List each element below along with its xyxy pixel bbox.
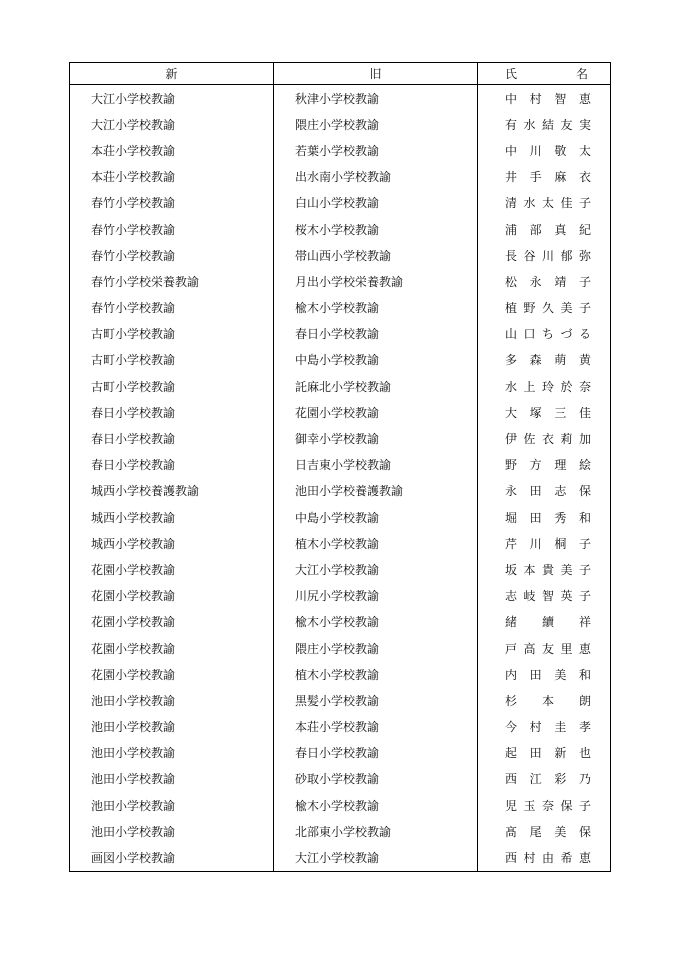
cell-old-position: 黒髪小学校教諭 xyxy=(274,687,478,713)
name-char: 浦 xyxy=(505,222,518,237)
table-body xyxy=(70,85,611,872)
cell-new-position: 池田小学校教諭 xyxy=(70,714,274,740)
name-char: 新 xyxy=(554,746,567,761)
cell-new-position: 池田小学校教諭 xyxy=(70,740,274,766)
table-row xyxy=(70,504,611,530)
name-char: 田 xyxy=(529,484,542,499)
name-char: 尾 xyxy=(529,824,542,839)
cell-old-position: 秋津小学校教諭 xyxy=(274,85,478,112)
name-char: 美 xyxy=(560,301,573,316)
cell-new-position: 大江小学校教諭 xyxy=(70,111,274,137)
table-row xyxy=(70,452,611,478)
cell-person-name xyxy=(478,373,611,399)
cell-old-position: 桜木小学校教諭 xyxy=(274,216,478,242)
table-row xyxy=(70,373,611,399)
cell-new-position: 古町小学校教諭 xyxy=(70,373,274,399)
name-char: る xyxy=(578,327,591,342)
cell-old-position: 春日小学校教諭 xyxy=(274,740,478,766)
person-name-text xyxy=(505,378,591,395)
name-char: 清 xyxy=(505,196,518,211)
name-char: 戸 xyxy=(505,641,518,656)
name-char: 髙 xyxy=(505,824,518,839)
person-name-text xyxy=(505,797,591,814)
table-row xyxy=(70,687,611,713)
name-char: 智 xyxy=(554,91,567,106)
name-char: 川 xyxy=(529,143,542,158)
cell-new-position: 春竹小学校教諭 xyxy=(70,190,274,216)
name-char: 中 xyxy=(505,143,518,158)
person-name-text xyxy=(505,90,591,107)
cell-new-position: 春日小学校教諭 xyxy=(70,399,274,425)
name-char: 續 xyxy=(541,615,554,630)
cell-person-name xyxy=(478,661,611,687)
person-name-text xyxy=(505,561,591,578)
name-char: 井 xyxy=(505,170,518,185)
cell-person-name xyxy=(478,85,611,112)
name-char: 郁 xyxy=(560,248,573,263)
table-row xyxy=(70,295,611,321)
name-char: 子 xyxy=(578,274,591,289)
cell-old-position: 帯山西小学校教諭 xyxy=(274,242,478,268)
name-char: 部 xyxy=(529,222,542,237)
cell-new-position: 池田小学校教諭 xyxy=(70,792,274,818)
name-char: 口 xyxy=(523,327,536,342)
name-char: 孝 xyxy=(578,720,591,735)
cell-person-name xyxy=(478,635,611,661)
name-char: 方 xyxy=(529,458,542,473)
name-char: 也 xyxy=(578,746,591,761)
header-name-second: 名 xyxy=(575,67,588,81)
table-row xyxy=(70,661,611,687)
table-row xyxy=(70,818,611,844)
name-char: 水 xyxy=(523,117,536,132)
name-char: 祥 xyxy=(578,615,591,630)
name-char: 恵 xyxy=(578,91,591,106)
table-row xyxy=(70,609,611,635)
name-char: づ xyxy=(560,327,573,342)
table-row xyxy=(70,216,611,242)
cell-new-position: 春竹小学校栄養教諭 xyxy=(70,268,274,294)
name-char: 太 xyxy=(541,196,554,211)
cell-person-name xyxy=(478,321,611,347)
name-char: 村 xyxy=(529,720,542,735)
name-char: 美 xyxy=(560,562,573,577)
table-row xyxy=(70,530,611,556)
name-char: 衣 xyxy=(578,170,591,185)
person-name-text xyxy=(505,744,591,761)
table-row xyxy=(70,844,611,871)
name-char: 村 xyxy=(523,851,536,866)
name-char: 永 xyxy=(505,484,518,499)
person-name-text xyxy=(505,535,591,552)
cell-person-name xyxy=(478,425,611,451)
name-char: 伊 xyxy=(505,432,518,447)
cell-old-position: 若葉小学校教諭 xyxy=(274,137,478,163)
name-char: 子 xyxy=(578,562,591,577)
cell-old-position: 楡木小学校教諭 xyxy=(274,792,478,818)
name-char: 真 xyxy=(554,222,567,237)
person-name-text xyxy=(505,640,591,657)
cell-old-position: 楡木小学校教諭 xyxy=(274,295,478,321)
name-char: 玲 xyxy=(541,379,554,394)
table-row xyxy=(70,242,611,268)
name-char: 英 xyxy=(560,589,573,604)
name-char: 川 xyxy=(541,248,554,263)
name-char: 子 xyxy=(578,301,591,316)
name-char: 児 xyxy=(505,798,518,813)
name-char: 村 xyxy=(529,91,542,106)
name-char: 子 xyxy=(578,589,591,604)
cell-old-position: 池田小学校養護教諭 xyxy=(274,478,478,504)
cell-old-position: 隈庄小学校教諭 xyxy=(274,635,478,661)
cell-new-position: 城西小学校教諭 xyxy=(70,530,274,556)
name-char: 理 xyxy=(554,458,567,473)
cell-new-position: 本荘小学校教諭 xyxy=(70,164,274,190)
name-char: 保 xyxy=(560,798,573,813)
table-row xyxy=(70,85,611,112)
cell-person-name xyxy=(478,347,611,373)
name-char: 衣 xyxy=(541,432,554,447)
name-char: 起 xyxy=(505,746,518,761)
name-char: 西 xyxy=(505,851,518,866)
cell-person-name xyxy=(478,137,611,163)
cell-new-position: 春日小学校教諭 xyxy=(70,425,274,451)
name-char: 坂 xyxy=(505,562,518,577)
name-char: 希 xyxy=(560,851,573,866)
cell-old-position: 植木小学校教諭 xyxy=(274,530,478,556)
cell-old-position: 砂取小学校教諭 xyxy=(274,766,478,792)
cell-old-position: 中島小学校教諭 xyxy=(274,347,478,373)
table-row xyxy=(70,635,611,661)
name-char: 彩 xyxy=(554,772,567,787)
name-char: 山 xyxy=(505,327,518,342)
name-char: 水 xyxy=(505,379,518,394)
personnel-table-sheet xyxy=(69,62,610,872)
table-row xyxy=(70,766,611,792)
cell-old-position: 本荘小学校教諭 xyxy=(274,714,478,740)
person-name-text xyxy=(505,116,591,133)
name-char: 本 xyxy=(523,562,536,577)
name-char: 田 xyxy=(529,667,542,682)
name-char: 桐 xyxy=(554,536,567,551)
name-char: 森 xyxy=(529,353,542,368)
name-char: 佳 xyxy=(578,405,591,420)
name-char: 三 xyxy=(554,405,567,420)
person-name-text xyxy=(505,456,591,473)
name-char: 子 xyxy=(578,536,591,551)
cell-old-position: 託麻北小学校教諭 xyxy=(274,373,478,399)
name-char: 岐 xyxy=(523,589,536,604)
name-char: 佐 xyxy=(523,432,536,447)
name-char: 貴 xyxy=(541,562,554,577)
cell-person-name xyxy=(478,478,611,504)
cell-person-name xyxy=(478,242,611,268)
name-char: 高 xyxy=(523,641,536,656)
header-old: 旧 xyxy=(274,63,478,85)
cell-new-position: 花園小学校教諭 xyxy=(70,556,274,582)
cell-new-position: 古町小学校教諭 xyxy=(70,347,274,373)
person-name-text xyxy=(505,613,591,630)
person-name-text xyxy=(505,666,591,683)
cell-old-position: 白山小学校教諭 xyxy=(274,190,478,216)
name-char: 江 xyxy=(529,772,542,787)
table-row xyxy=(70,164,611,190)
table-header-row xyxy=(70,63,611,85)
name-char: 由 xyxy=(541,851,554,866)
table-row xyxy=(70,425,611,451)
person-name-text xyxy=(505,823,591,840)
table-row xyxy=(70,190,611,216)
name-char: 多 xyxy=(505,353,518,368)
name-char: 長 xyxy=(505,248,518,263)
cell-old-position: 楡木小学校教諭 xyxy=(274,609,478,635)
name-char: 手 xyxy=(529,170,542,185)
cell-new-position: 春日小学校教諭 xyxy=(70,452,274,478)
table-row xyxy=(70,792,611,818)
name-char: 紀 xyxy=(578,222,591,237)
person-name-text xyxy=(505,482,591,499)
cell-person-name xyxy=(478,268,611,294)
cell-person-name xyxy=(478,609,611,635)
name-char: 本 xyxy=(541,693,554,708)
cell-new-position: 花園小学校教諭 xyxy=(70,661,274,687)
cell-person-name xyxy=(478,111,611,137)
cell-person-name xyxy=(478,530,611,556)
cell-new-position: 春竹小学校教諭 xyxy=(70,216,274,242)
person-name-text xyxy=(505,325,591,342)
name-char: 友 xyxy=(560,117,573,132)
cell-person-name xyxy=(478,766,611,792)
name-char: 於 xyxy=(560,379,573,394)
table-row xyxy=(70,399,611,425)
name-char: 加 xyxy=(578,432,591,447)
name-char: 敬 xyxy=(554,143,567,158)
name-char: 志 xyxy=(505,589,518,604)
cell-old-position: 大江小学校教諭 xyxy=(274,556,478,582)
name-char: 智 xyxy=(541,589,554,604)
cell-person-name xyxy=(478,504,611,530)
name-char: 緒 xyxy=(505,615,518,630)
name-char: 靖 xyxy=(554,274,567,289)
cell-old-position: 日吉東小学校教諭 xyxy=(274,452,478,478)
cell-person-name xyxy=(478,452,611,478)
table-row xyxy=(70,137,611,163)
header-name-first: 氏 xyxy=(505,67,518,81)
name-char: 上 xyxy=(523,379,536,394)
name-char: 内 xyxy=(505,667,518,682)
cell-old-position: 植木小学校教諭 xyxy=(274,661,478,687)
cell-new-position: 春竹小学校教諭 xyxy=(70,295,274,321)
name-char: 有 xyxy=(505,117,518,132)
table-row xyxy=(70,111,611,137)
name-char: 和 xyxy=(578,510,591,525)
person-name-text xyxy=(505,404,591,421)
cell-new-position: 池田小学校教諭 xyxy=(70,687,274,713)
name-char: 中 xyxy=(505,91,518,106)
cell-old-position: 御幸小学校教諭 xyxy=(274,425,478,451)
cell-new-position: 城西小学校養護教諭 xyxy=(70,478,274,504)
name-char: 和 xyxy=(578,667,591,682)
cell-old-position: 月出小学校栄養教諭 xyxy=(274,268,478,294)
name-char: 圭 xyxy=(554,720,567,735)
person-name-text xyxy=(505,351,591,368)
cell-person-name xyxy=(478,818,611,844)
name-char: 玉 xyxy=(523,798,536,813)
cell-new-position: 古町小学校教諭 xyxy=(70,321,274,347)
name-char: 田 xyxy=(529,510,542,525)
name-char: 今 xyxy=(505,720,518,735)
cell-new-position: 大江小学校教諭 xyxy=(70,85,274,112)
person-name-text xyxy=(505,273,591,290)
cell-person-name xyxy=(478,216,611,242)
person-name-text xyxy=(505,849,591,866)
name-char: 大 xyxy=(505,405,518,420)
name-char: 芹 xyxy=(505,536,518,551)
table-row xyxy=(70,740,611,766)
cell-old-position: 川尻小学校教諭 xyxy=(274,583,478,609)
cell-new-position: 花園小学校教諭 xyxy=(70,635,274,661)
name-char: 萌 xyxy=(554,353,567,368)
name-char: 西 xyxy=(505,772,518,787)
cell-person-name xyxy=(478,190,611,216)
person-name-text xyxy=(505,168,591,185)
name-char: 結 xyxy=(541,117,554,132)
name-char: 実 xyxy=(578,117,591,132)
table-row xyxy=(70,268,611,294)
name-char: 堀 xyxy=(505,510,518,525)
name-char: 莉 xyxy=(560,432,573,447)
cell-old-position: 出水南小学校教諭 xyxy=(274,164,478,190)
cell-old-position: 春日小学校教諭 xyxy=(274,321,478,347)
name-char: 松 xyxy=(505,274,518,289)
name-char: 子 xyxy=(578,798,591,813)
person-name-text xyxy=(505,430,591,447)
person-name-text xyxy=(505,142,591,159)
table-row xyxy=(70,478,611,504)
cell-person-name xyxy=(478,844,611,871)
name-char: 黄 xyxy=(578,353,591,368)
cell-person-name xyxy=(478,399,611,425)
name-char: 弥 xyxy=(578,248,591,263)
name-char: 川 xyxy=(529,536,542,551)
name-char: 里 xyxy=(560,641,573,656)
name-char: 野 xyxy=(505,458,518,473)
cell-new-position: 城西小学校教諭 xyxy=(70,504,274,530)
name-char: 朗 xyxy=(578,693,591,708)
cell-new-position: 池田小学校教諭 xyxy=(70,766,274,792)
cell-old-position: 大江小学校教諭 xyxy=(274,844,478,871)
name-char: 子 xyxy=(578,196,591,211)
name-char: 奈 xyxy=(541,798,554,813)
name-char: 志 xyxy=(554,484,567,499)
person-name-text xyxy=(505,509,591,526)
person-name-text xyxy=(505,718,591,735)
header-name xyxy=(478,63,611,85)
name-char: 植 xyxy=(505,301,518,316)
name-char: 水 xyxy=(523,196,536,211)
table-row xyxy=(70,347,611,373)
cell-old-position: 北部東小学校教諭 xyxy=(274,818,478,844)
name-char: 田 xyxy=(529,746,542,761)
name-char: 保 xyxy=(578,824,591,839)
name-char: 奈 xyxy=(578,379,591,394)
name-char: 恵 xyxy=(578,851,591,866)
header-new: 新 xyxy=(70,63,274,85)
name-char: 秀 xyxy=(554,510,567,525)
name-char: 美 xyxy=(554,824,567,839)
cell-new-position: 花園小学校教諭 xyxy=(70,583,274,609)
cell-person-name xyxy=(478,295,611,321)
name-char: 絵 xyxy=(578,458,591,473)
cell-new-position: 画図小学校教諭 xyxy=(70,844,274,871)
name-char: 保 xyxy=(578,484,591,499)
cell-new-position: 本荘小学校教諭 xyxy=(70,137,274,163)
person-name-text xyxy=(505,587,591,604)
cell-new-position: 池田小学校教諭 xyxy=(70,818,274,844)
cell-person-name xyxy=(478,556,611,582)
table-row xyxy=(70,556,611,582)
name-char: 恵 xyxy=(578,641,591,656)
name-char: 佳 xyxy=(560,196,573,211)
person-name-text xyxy=(505,247,591,264)
cell-new-position: 花園小学校教諭 xyxy=(70,609,274,635)
cell-old-position: 花園小学校教諭 xyxy=(274,399,478,425)
table-row xyxy=(70,321,611,347)
name-char: 友 xyxy=(541,641,554,656)
table-row xyxy=(70,714,611,740)
name-char: 麻 xyxy=(554,170,567,185)
person-name-text xyxy=(505,221,591,238)
cell-person-name xyxy=(478,687,611,713)
personnel-transfer-table xyxy=(69,62,611,872)
cell-person-name xyxy=(478,740,611,766)
cell-person-name xyxy=(478,164,611,190)
person-name-text xyxy=(505,692,591,709)
cell-person-name xyxy=(478,714,611,740)
name-char: ち xyxy=(541,327,554,342)
cell-person-name xyxy=(478,583,611,609)
person-name-text xyxy=(505,770,591,787)
table-row xyxy=(70,583,611,609)
cell-person-name xyxy=(478,792,611,818)
person-name-text xyxy=(505,299,591,316)
name-char: 久 xyxy=(541,301,554,316)
name-char: 永 xyxy=(529,274,542,289)
cell-old-position: 中島小学校教諭 xyxy=(274,504,478,530)
person-name-text xyxy=(505,194,591,211)
name-char: 太 xyxy=(578,143,591,158)
name-char: 塚 xyxy=(529,405,542,420)
cell-new-position: 春竹小学校教諭 xyxy=(70,242,274,268)
name-char: 乃 xyxy=(578,772,591,787)
name-char: 野 xyxy=(523,301,536,316)
name-char: 美 xyxy=(554,667,567,682)
cell-old-position: 隈庄小学校教諭 xyxy=(274,111,478,137)
name-char: 杉 xyxy=(505,693,518,708)
name-char: 谷 xyxy=(523,248,536,263)
